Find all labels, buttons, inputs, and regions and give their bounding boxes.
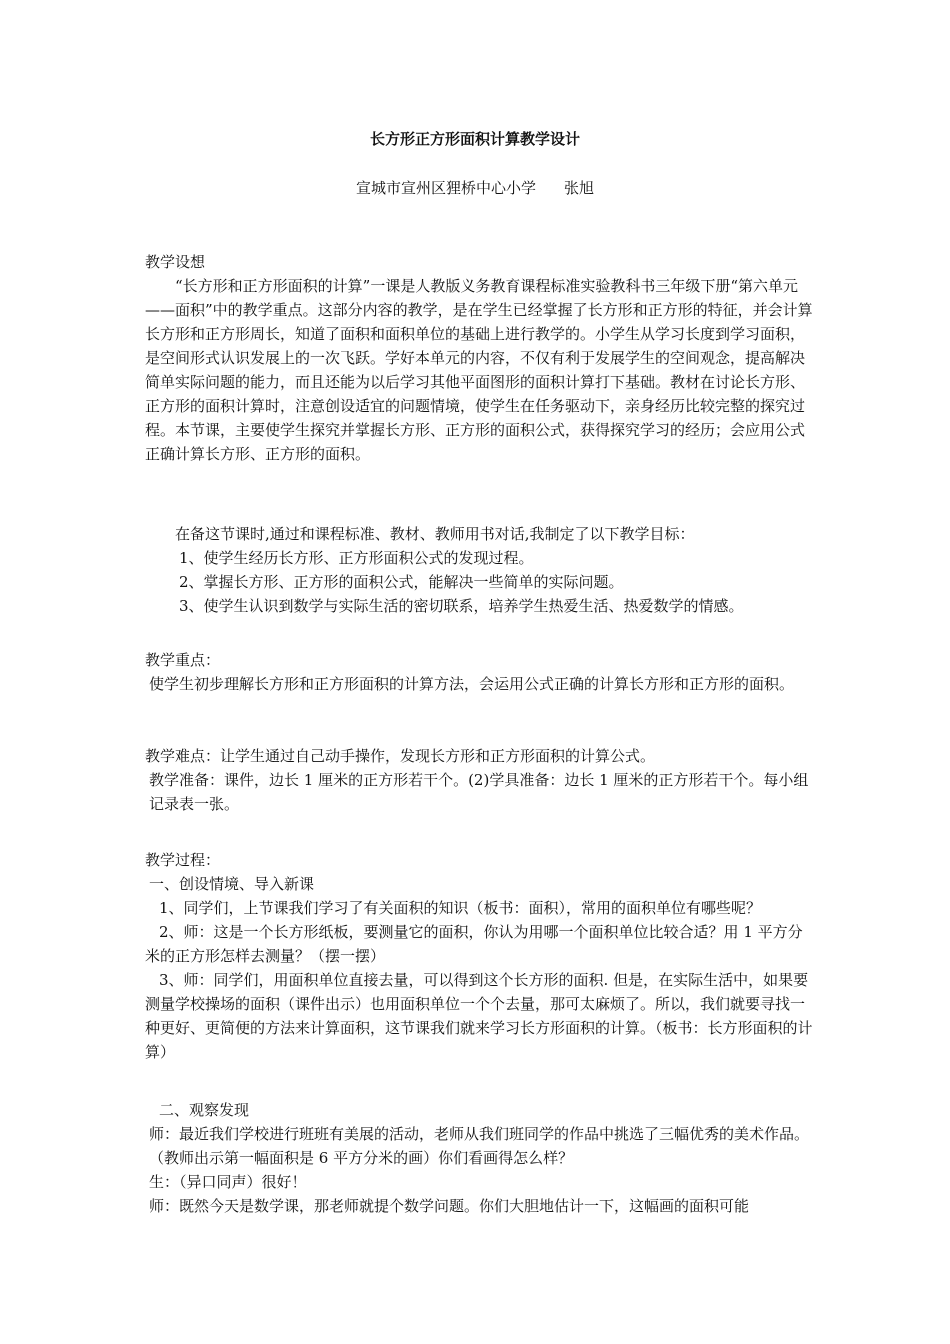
design-heading: 教学设想 bbox=[145, 253, 206, 271]
teacher-line: 师：既然今天是数学课，那老师就提个数学问题。你们大胆地估计一下，这幅画的面积可能 bbox=[149, 1197, 750, 1215]
key-heading: 教学重点： bbox=[145, 651, 221, 669]
process-heading: 教学过程： bbox=[145, 851, 221, 869]
design-body: “长方形和正方形面积的计算”一课是人教版义务教育课程标准实验教科书三年级下册“第六单元——面积”中的教学重点。这部分内容的教学，是在学生已经掌握了长方形和正方形的特征，并会计算长方形和正方形周长，知道了面积和面积单位的基础上进行教学的。小学生从学习长度到学习面积，是空间形式认识发展上的一次飞跃。学好本单元的内容，不仅有利于发展学生的空间观念，提高解决简单实际问题的能力，而且还能为以后学习其他平面图形的面积计算打下基础。教材在讨论长方形、正方形的面积计算时，注意创设适宜的问题情境，使学生在任务驱动下，亲身经历比较完整的探究过程。本节课，主要使学生探究并掌握长方形、正方形的面积公式，获得探究学习的经历；会应用公式正确计算长方形、正方形的面积。 bbox=[145, 277, 813, 463]
difficulty-text: 教学难点：让学生通过自己动手操作，发现长方形和正方形面积的计算公式。 bbox=[145, 747, 656, 765]
step-item: 3、师：同学们，用面积单位直接去量，可以得到这个长方形的面积. 但是，在实际生活中，如果要测量学校操场的面积（课件出示）也用面积单位一个个去量，那可太麻烦了。所以，我们就要寻找一种更好、更简便的方法来计算面积，这节课我们就来学习长方形面积的计算。（板书：长方形面积的计算） bbox=[145, 971, 813, 1061]
design-section bbox=[145, 250, 813, 466]
step-item: 2、师：这是一个长方形纸板，要测量它的面积，你认为用哪一个面积单位比较合适？用 1 平方分米的正方形怎样去测量？（摆一摆） bbox=[145, 923, 803, 965]
goal-item: 1、使学生经历长方形、正方形面积公式的发现过程。 bbox=[179, 549, 534, 567]
goals-section bbox=[145, 522, 813, 618]
goals-intro: 在备这节课时,通过和课程标准、教材、教师用书对话,我制定了以下教学目标： bbox=[175, 525, 695, 543]
observation-section bbox=[145, 1098, 813, 1218]
author-name: 张旭 bbox=[564, 179, 595, 197]
student-line: 生：（异口同声）很好！ bbox=[149, 1173, 307, 1191]
key-body: 使学生初步理解长方形和正方形面积的计算方法，会运用公式正确的计算长方形和正方形的面积。 bbox=[149, 675, 795, 693]
step-item: 1、同学们，上节课我们学习了有关面积的知识（板书：面积），常用的面积单位有哪些呢？ bbox=[159, 899, 762, 917]
teacher-line: 师：最近我们学校进行班班有美展的活动，老师从我们班同学的作品中挑选了三幅优秀的美术作品。（教师出示第一幅面积是 6 平方分米的画）你们看画得怎么样？ bbox=[149, 1125, 810, 1167]
process-section bbox=[145, 848, 813, 1064]
difficulty-section bbox=[145, 744, 813, 816]
school-name: 宣城市宣州区狸桥中心小学 bbox=[355, 179, 536, 197]
section-heading: 一、创设情境、导入新课 bbox=[149, 875, 315, 893]
goal-item: 3、使学生认识到数学与实际生活的密切联系，培养学生热爱生活、热爱数学的情感。 bbox=[179, 597, 744, 615]
section-heading: 二、观察发现 bbox=[159, 1101, 250, 1119]
prep-text: 教学准备：课件，边长 1 厘米的正方形若干个。(2)学具准备：边长 1 厘米的正方形若干个。每小组记录表一张。 bbox=[149, 771, 809, 813]
goal-item: 2、掌握长方形、正方形的面积公式，能解决一些简单的实际问题。 bbox=[179, 573, 624, 591]
key-section bbox=[145, 648, 813, 696]
page-title: 长方形正方形面积计算教学设计 bbox=[369, 130, 580, 148]
byline bbox=[0, 176, 950, 200]
